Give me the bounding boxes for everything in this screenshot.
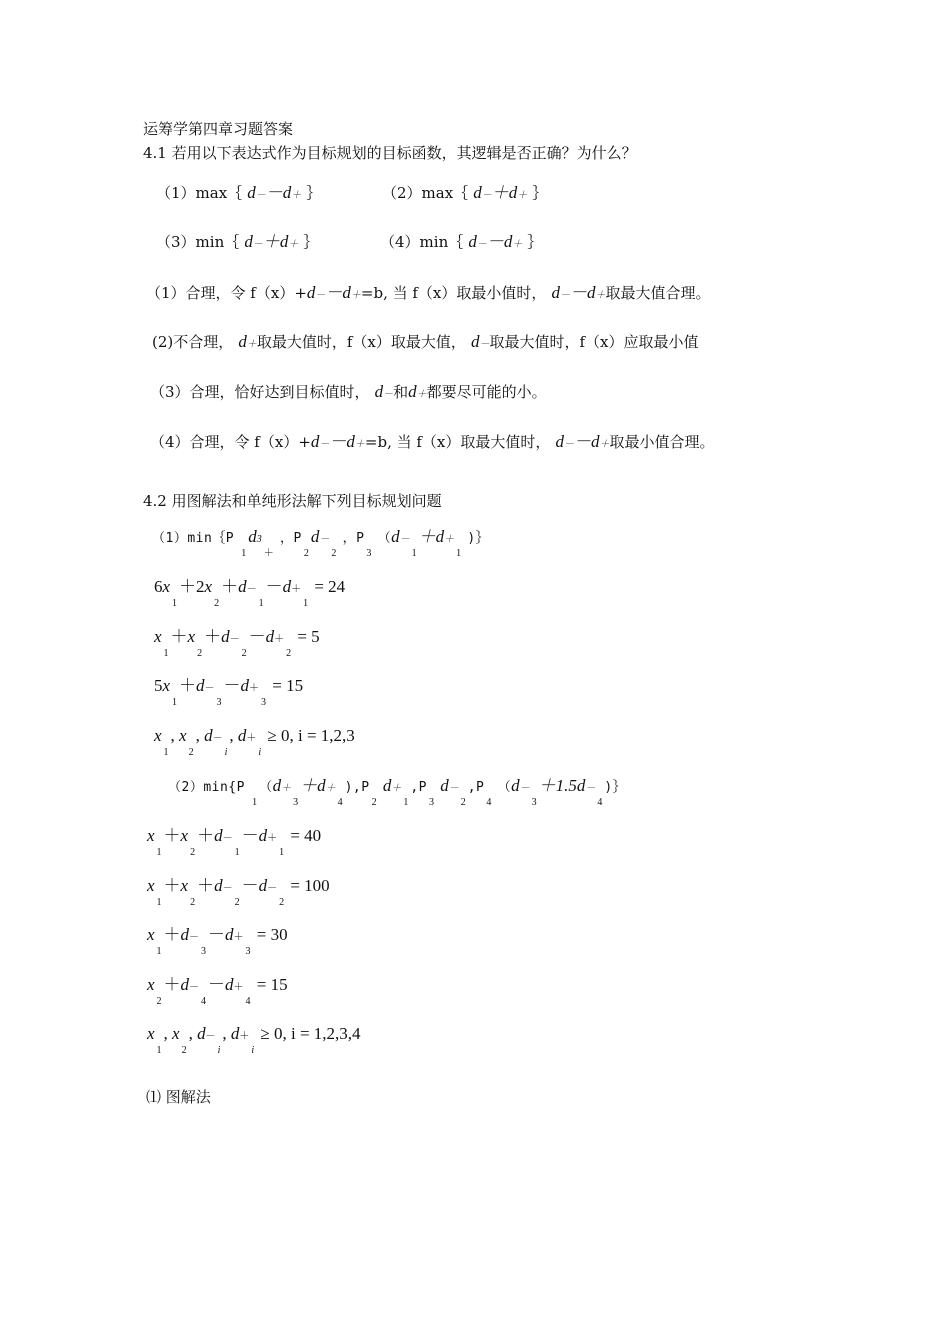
option-3	[156, 233, 318, 250]
answer-3-expr-a: d－	[374, 382, 394, 401]
p2-constraint-3-lhs: $x_1+d-_3-d+_3$	[147, 925, 251, 957]
problem-1-constraint-2	[154, 627, 320, 659]
option-3-label: （3）min｛	[156, 233, 240, 251]
option-3-close: ｝	[303, 233, 319, 251]
answer-2-a: (2)不合理，	[152, 333, 234, 351]
answer-4	[150, 433, 715, 450]
p2-constraint-2-rhs: = 100	[290, 876, 330, 895]
answer-1-b: =b, 当 f（x）取最小值时，	[360, 284, 547, 302]
p2-constraint-1-rhs: = 40	[290, 826, 322, 845]
answer-4-a: （4）合理，令 f（x）+	[150, 433, 311, 451]
answer-2-b: 取最大值时，f（x）取最大值，	[256, 333, 466, 351]
answer-4-expr-b: d－－d＋	[555, 432, 610, 451]
answer-2-expr-a: d＋	[238, 332, 257, 351]
problem-2-constraint-2	[147, 876, 330, 908]
page-title: 运筹学第四章习题答案	[143, 120, 294, 138]
answer-1	[146, 284, 711, 301]
constraint-4-rhs: ≥ 0, i = 1,2,3	[267, 726, 355, 745]
answer-1-a: （1）合理，令 f（x）+	[146, 284, 307, 302]
problem-2-constraint-3	[147, 925, 288, 957]
answer-2	[152, 333, 698, 350]
answer-3-c: 都要尽可能的小。	[426, 383, 547, 401]
option-1-label: （1）max｛	[156, 184, 243, 202]
problem-2-constraint-1	[147, 826, 322, 858]
option-2-close: ｝	[532, 184, 548, 202]
answer-1-expr-a: d－－d＋	[306, 283, 361, 302]
constraint-2-lhs: $x_1+x_2+d-_2-d+_2$	[154, 627, 292, 659]
problem-1-head: （1）min｛P	[152, 531, 235, 546]
option-4	[380, 233, 542, 250]
problem-1-constraint-3	[154, 676, 304, 708]
p2-constraint-5-lhs: $x_1$, $x_2$, $d-_i$, $d+_i$	[147, 1024, 255, 1056]
p2-constraint-2-lhs: $x_1+x_2+d-_2-d-_2$	[147, 876, 285, 908]
problem-1-objective-terms: $_1d3_+$ ，$P_2d-_2$ ，$P_3$ （$d-_1+d+_1$ )｝	[241, 527, 490, 559]
graphical-method-heading: ⑴ 图解法	[146, 1088, 211, 1106]
answer-3	[150, 383, 547, 400]
constraint-3-rhs: = 15	[272, 676, 304, 695]
answer-1-expr-b: d－－d＋	[551, 283, 606, 302]
option-1	[156, 184, 321, 201]
problem-2-constraint-5	[147, 1024, 361, 1056]
constraint-1-lhs: $6x_1+2x_2+d-_1-d+_1$	[154, 577, 309, 609]
problem-1-constraint-4	[154, 726, 355, 758]
problem-2-objective	[168, 776, 627, 808]
p2-constraint-4-lhs: $x_2+d-_4-d+_4$	[147, 975, 251, 1007]
problem-2-head: （2）min{P	[168, 780, 245, 795]
answer-1-c: 取最大值合理。	[605, 284, 711, 302]
option-2-label: （2）max｛	[382, 184, 469, 202]
option-1-close: ｝	[306, 184, 322, 202]
p2-constraint-3-rhs: = 30	[256, 925, 288, 944]
constraint-3-lhs: $5x_1+d-_3-d+_3$	[154, 676, 267, 708]
constraint-2-rhs: = 5	[297, 627, 320, 646]
option-2	[382, 184, 547, 201]
option-4-close: ｝	[527, 233, 543, 251]
p2-constraint-5-rhs: ≥ 0, i = 1,2,3,4	[260, 1024, 361, 1043]
answer-3-a: （3）合理，恰好达到目标值时，	[150, 383, 370, 401]
option-1-expr: d－－d＋	[247, 183, 302, 202]
answer-2-c: 取最大值时，f（x）应取最小值	[489, 333, 699, 351]
option-3-expr: d－＋d＋	[244, 232, 299, 251]
constraint-4-lhs: $x_1$, $x_2$, $d-_i$, $d+_i$	[154, 726, 262, 758]
constraint-1-rhs: = 24	[314, 577, 346, 596]
question-4-2: 4.2 用图解法和单纯形法解下列目标规划问题	[143, 492, 442, 510]
p2-constraint-4-rhs: = 15	[256, 975, 288, 994]
answer-4-c: 取最小值合理。	[609, 433, 715, 451]
option-2-expr: d－＋d＋	[473, 183, 528, 202]
problem-2-objective-terms: $_1(d+_3+d+_4),P_2$ $d+_1,P_3$ $d-_2,P_4$ $(d-_3+1.5d-_4)\}$	[252, 776, 627, 808]
problem-2-constraint-4	[147, 975, 288, 1007]
answer-2-expr-b: d－	[470, 332, 490, 351]
answer-3-b: 和	[393, 383, 409, 401]
option-4-label: （4）min｛	[380, 233, 464, 251]
p2-constraint-1-lhs: $x_1+x_2+d-_1-d+_1$	[147, 826, 285, 858]
problem-1-objective	[152, 527, 490, 559]
option-4-expr: d－－d＋	[468, 232, 523, 251]
answer-4-expr-a: d－－d＋	[310, 432, 365, 451]
problem-1-constraint-1	[154, 577, 346, 609]
answer-4-b: =b, 当 f（x）取最大值时，	[364, 433, 551, 451]
question-4-1: 4.1 若用以下表达式作为目标规划的目标函数，其逻辑是否正确？为什么？	[143, 144, 637, 162]
answer-3-expr-b: d＋	[408, 382, 427, 401]
